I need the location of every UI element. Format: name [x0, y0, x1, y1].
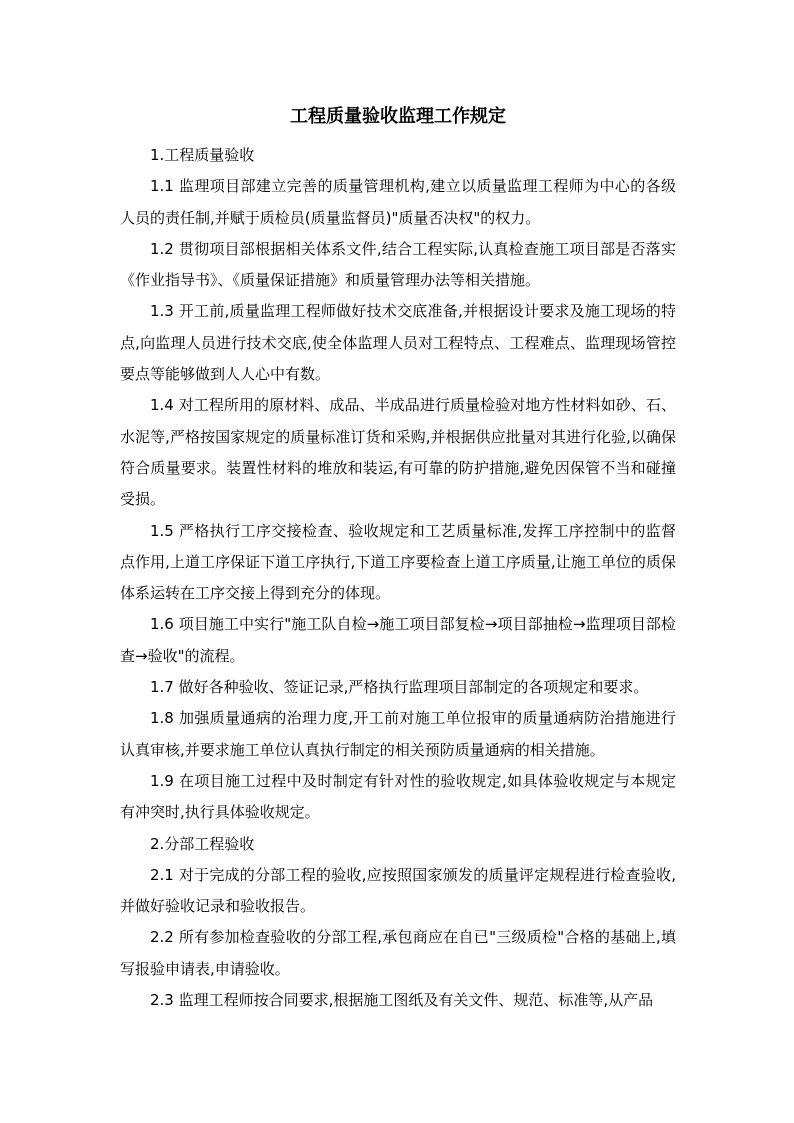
paragraph-1-9: 1.9 在项目施工过程中及时制定有针对性的验收规定,如具体验收规定与本规定有冲突时,执行具体验收规定。 — [120, 771, 676, 822]
section-heading-1: 1.工程质量验收 — [150, 146, 255, 164]
document-page — [120, 102, 676, 1016]
paragraph-1-5: 1.5 严格执行工序交接检查、验收规定和工艺质量标准,发挥工序控制中的监督点作用,上道工序保证下道工序执行,下道工序要检查上道工序质量,让施工单位的质保体系运转在工序交接上得到充分的体现。 — [120, 521, 676, 603]
paragraph-1-6: 1.6 项目施工中实行"施工队自检→施工项目部复检→项目部抽检→监理项目部检查→验收"的流程。 — [120, 615, 676, 665]
paragraph-2-3: 2.3 监理工程师按合同要求,根据施工图纸及有关文件、规范、标准等,从产品 — [150, 991, 654, 1010]
paragraph-2-1: 2.1 对于完成的分部工程的验收,应按照国家颁发的质量评定规程进行检查验收,并做好验收记录和验收报告。 — [120, 865, 676, 916]
paragraph-2-2: 2.2 所有参加检查验收的分部工程,承包商应在自已"三级质检"合格的基础上,填写报验申请表,申请验收。 — [120, 928, 676, 978]
section-heading-2: 2.分部工程验收 — [150, 834, 255, 853]
paragraph-1-8: 1.8 加强质量通病的治理力度,开工前对施工单位报审的质量通病防治措施进行认真审核,并要求施工单位认真执行制定的相关预防质量通病的相关措施。 — [120, 709, 676, 759]
paragraph-1-4: 1.4 对工程所用的原材料、成品、半成品进行质量检验对地方性材料如砂、石、水泥等,严格按国家规定的质量标准订货和采购,并根据供应批量对其进行化验,以确保符合质量要求。装置性材料的堆放和装运,有可靠的防护措施,避免因保管不当和碰撞受损。 — [120, 396, 676, 509]
paragraph-1-2: 1.2 贯彻项目部根据相关体系文件,结合工程实际,认真检查施工项目部是否落实《作业指导书》、《质量保证措施》和质量管理办法等相关措施。 — [120, 239, 676, 290]
document-title: 工程质量验收监理工作规定 — [290, 106, 506, 127]
paragraph-1-3: 1.3 开工前,质量监理工程师做好技术交底准备,并根据设计要求及施工现场的特点,向监理人员进行技术交底,使全体监理人员对工程特点、工程难点、监理现场管控要点等能够做到人人心中有数。 — [120, 302, 676, 384]
paragraph-1-7: 1.7 做好各种验收、签证记录,严格执行监理项目部制定的各项规定和要求。 — [150, 678, 649, 697]
paragraph-1-1: 1.1 监理项目部建立完善的质量管理机构,建立以质量监理工程师为中心的各级人员的责任制,并赋于质检员(质量监督员)"质量否决权"的权力。 — [120, 177, 676, 227]
